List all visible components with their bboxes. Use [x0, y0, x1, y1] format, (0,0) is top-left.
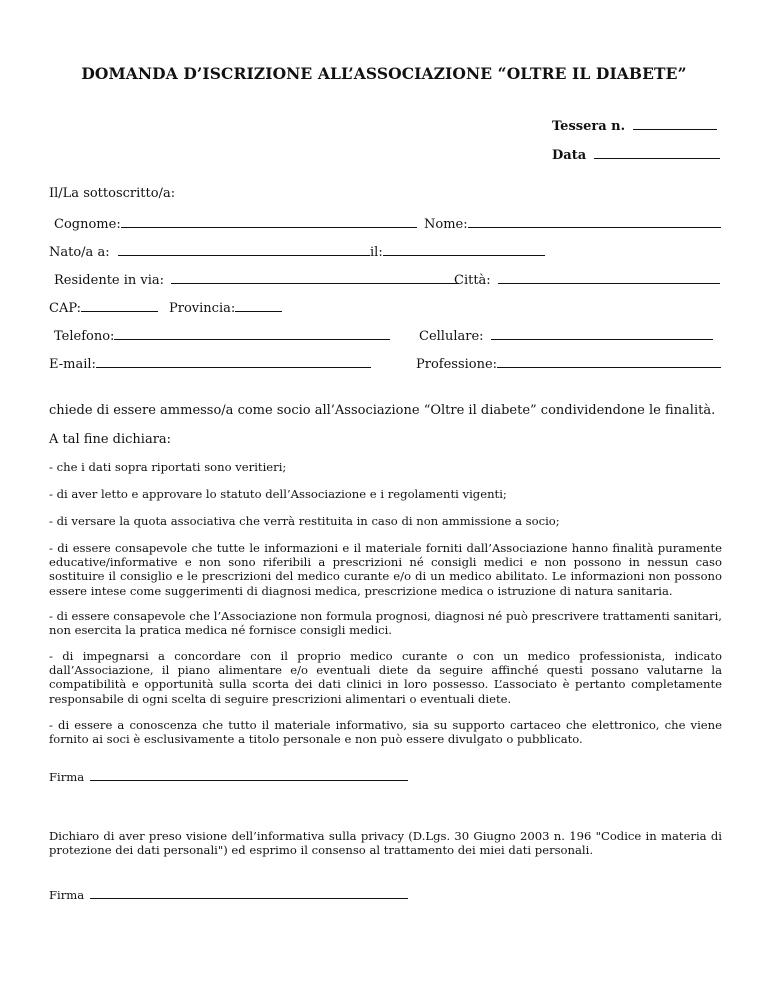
provincia-label: Provincia: — [169, 301, 236, 316]
residente-input-line[interactable] — [171, 271, 459, 284]
tessera-input-line[interactable] — [633, 117, 717, 130]
professione-label: Professione: — [416, 357, 498, 372]
data-input-line[interactable] — [594, 146, 720, 159]
email-field — [49, 355, 371, 372]
citta-input-line[interactable] — [498, 271, 720, 284]
telefono-input-line[interactable] — [114, 327, 390, 340]
citta-label: Città: — [454, 273, 491, 288]
nome-input-line[interactable] — [468, 215, 721, 228]
nome-field — [424, 215, 721, 232]
provincia-field — [169, 299, 282, 316]
cognome-field — [54, 215, 417, 232]
firma-input-line-2[interactable] — [90, 886, 408, 899]
il-label: il: — [370, 245, 383, 260]
professione-field — [416, 355, 721, 372]
data-field — [552, 146, 720, 163]
professione-input-line[interactable] — [497, 355, 721, 368]
nato-field — [49, 243, 370, 260]
declaration-item: - di versare la quota associativa che verrà restituita in caso di non ammissione a socio; — [49, 514, 560, 528]
page-title: DOMANDA D’ISCRIZIONE ALL’ASSOCIAZIONE “OLTRE IL DIABETE” — [81, 64, 687, 83]
nato-input-line[interactable] — [118, 243, 370, 256]
data-label: Data — [552, 148, 587, 163]
il-input-line[interactable] — [383, 243, 545, 256]
cognome-label: Cognome: — [54, 217, 121, 232]
cap-input-line[interactable] — [81, 299, 158, 312]
citta-field — [454, 271, 720, 288]
cellulare-input-line[interactable] — [491, 327, 713, 340]
declaration-item: - di essere consapevole che l’Associazione non formula prognosi, diagnosi né può prescrivere trattamenti sanitari, non esercita la pratica medica né fornisce consigli medici. — [49, 609, 722, 638]
declaration-item: - di essere consapevole che tutte le informazioni e il materiale forniti dall’Associazione hanno finalità puramente educative/informative e non sono riferibili a prescrizioni né consigli medici e non possono in nessun caso sostituire il consiglio e le prescrizioni del medico curante e/o di un medico abilitato. Le informazioni non possono essere intese come suggerimenti di diagnosi medica, prescrizione medica o istruzione di natura sanitaria. — [49, 541, 722, 598]
cellulare-label: Cellulare: — [419, 329, 484, 344]
cellulare-field — [419, 327, 713, 344]
residente-field — [54, 271, 459, 288]
intro-text: Il/La sottoscritto/a: — [49, 186, 176, 201]
tessera-label: Tessera n. — [552, 119, 626, 134]
declares-text: A tal fine dichiara: — [49, 432, 172, 447]
signature-field-2 — [49, 886, 408, 902]
provincia-input-line[interactable] — [235, 299, 282, 312]
nome-label: Nome: — [424, 217, 468, 232]
declaration-item: - che i dati sopra riportati sono veritieri; — [49, 460, 287, 474]
telefono-field — [54, 327, 390, 344]
cognome-input-line[interactable] — [121, 215, 417, 228]
residente-label: Residente in via: — [54, 273, 165, 288]
firma-label-1: Firma — [49, 770, 85, 784]
telefono-label: Telefono: — [54, 329, 115, 344]
cap-label: CAP: — [49, 301, 81, 316]
email-input-line[interactable] — [96, 355, 371, 368]
declaration-item: - di aver letto e approvare lo statuto dell’Associazione e i regolamenti vigenti; — [49, 487, 507, 501]
email-label: E-mail: — [49, 357, 96, 372]
privacy-text: Dichiaro di aver preso visione dell’informativa sulla privacy (D.Lgs. 30 Giugno 2003 n. 196 "Codice in materia di protezione dei dati personali") ed esprimo il consenso al trattamento dei miei dati personali. — [49, 829, 722, 858]
declaration-item: - di impegnarsi a concordare con il proprio medico curante o con un medico professionista, indicato dall’Associazione, il piano alimentare e/o eventuali diete da seguire affinché questi possano valutarne la compatibilità e opportunità sulla scorta dei dati clinici in loro possesso. L’associato è pertanto completamente responsabile di ogni scelta di seguire prescrizioni alimentari o eventuali diete. — [49, 649, 722, 706]
nato-label: Nato/a a: — [49, 245, 110, 260]
il-field — [370, 243, 545, 260]
cap-field — [49, 299, 158, 316]
declaration-item: - di essere a conoscenza che tutto il materiale informativo, sia su supporto cartaceo che elettronico, che viene fornito ai soci è esclusivamente a titolo personale e non può essere divulgato o pubblicato. — [49, 718, 722, 747]
signature-field-1 — [49, 768, 408, 784]
firma-input-line-1[interactable] — [90, 768, 408, 781]
firma-label-2: Firma — [49, 888, 85, 902]
tessera-field — [552, 117, 717, 134]
request-text: chiede di essere ammesso/a come socio all’Associazione “Oltre il diabete” condividendone le finalità. — [49, 403, 716, 418]
